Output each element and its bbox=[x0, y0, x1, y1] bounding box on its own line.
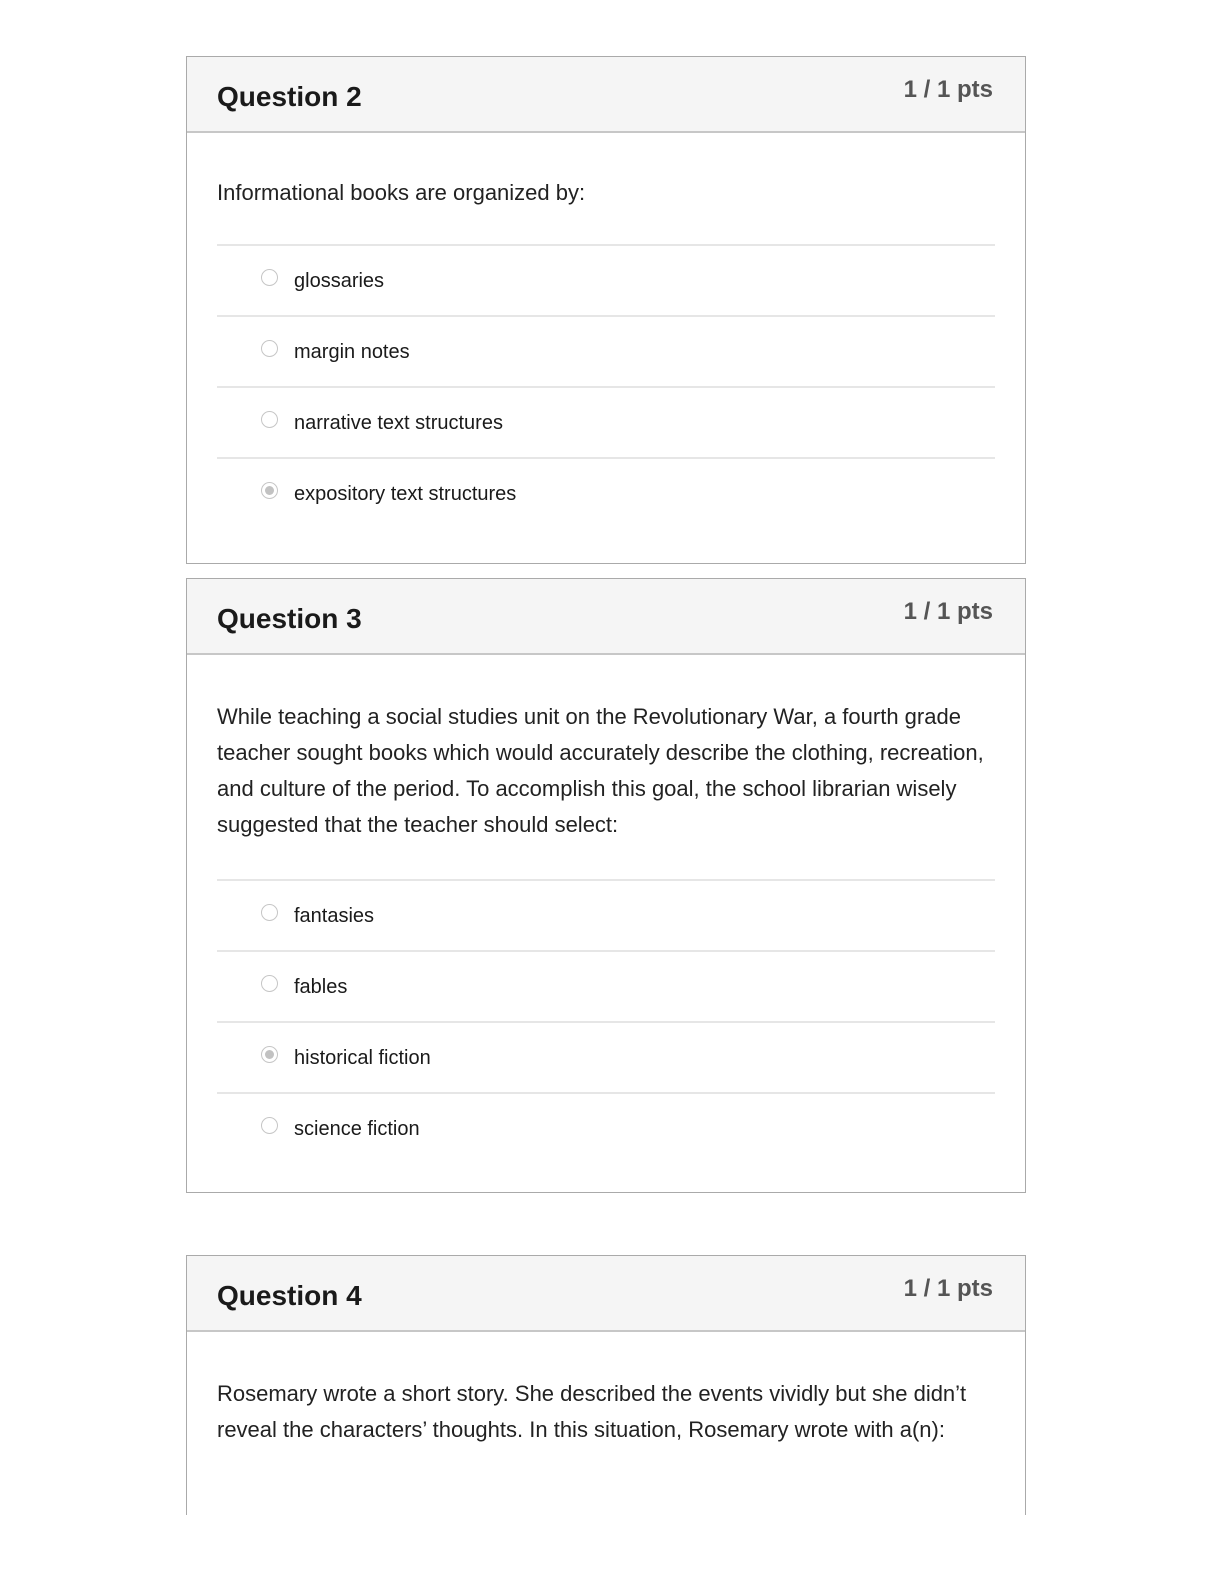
question-points: 1 / 1 pts bbox=[903, 598, 993, 625]
question-header bbox=[187, 579, 1025, 655]
radio-button[interactable] bbox=[261, 269, 278, 286]
answer-option-selected[interactable] bbox=[217, 457, 995, 528]
question-points: 1 / 1 pts bbox=[903, 1275, 993, 1302]
radio-button[interactable] bbox=[261, 340, 278, 357]
answer-label[interactable]: expository text structures bbox=[294, 483, 517, 505]
question-card-4 bbox=[186, 1255, 1026, 1515]
answer-label[interactable]: science fiction bbox=[294, 1118, 420, 1140]
answer-label[interactable]: glossaries bbox=[294, 270, 385, 292]
question-title: Question 3 bbox=[217, 603, 362, 634]
question-header bbox=[187, 1256, 1025, 1332]
radio-button[interactable] bbox=[261, 904, 278, 921]
answer-option-selected[interactable] bbox=[217, 1021, 995, 1092]
question-body bbox=[187, 655, 1025, 1163]
answer-label[interactable]: narrative text structures bbox=[294, 412, 503, 434]
question-body bbox=[187, 133, 1025, 528]
radio-button[interactable] bbox=[261, 411, 278, 428]
answer-list bbox=[217, 879, 995, 1163]
question-body bbox=[187, 1332, 1025, 1448]
radio-button-selected[interactable] bbox=[261, 1046, 278, 1063]
radio-button[interactable] bbox=[261, 975, 278, 992]
radio-button-selected[interactable] bbox=[261, 482, 278, 499]
question-title: Question 4 bbox=[217, 1280, 362, 1311]
question-header bbox=[187, 57, 1025, 133]
question-text: Rosemary wrote a short story. She described the events vividly but she didn’t reveal the characters’ thoughts. In this situation, Rosemary wrote with a(n): bbox=[217, 1381, 967, 1442]
question-text: While teaching a social studies unit on the Revolutionary War, a fourth grade teacher sought books which would accurately describe the clothing, recreation, and culture of the period. To accomplish this goal, the school librarian wisely suggested that the teacher should select: bbox=[217, 704, 984, 837]
question-points: 1 / 1 pts bbox=[903, 76, 993, 103]
answer-option[interactable] bbox=[217, 950, 995, 1021]
question-title: Question 2 bbox=[217, 81, 362, 112]
answer-option[interactable] bbox=[217, 315, 995, 386]
answer-option[interactable] bbox=[217, 1092, 995, 1163]
answer-label[interactable]: historical fiction bbox=[294, 1047, 431, 1069]
answer-label[interactable]: fantasies bbox=[294, 905, 375, 927]
question-card-3 bbox=[186, 578, 1026, 1193]
radio-button[interactable] bbox=[261, 1117, 278, 1134]
answer-option[interactable] bbox=[217, 879, 995, 950]
answer-option[interactable] bbox=[217, 386, 995, 457]
answer-list bbox=[217, 244, 995, 528]
answer-option[interactable] bbox=[217, 244, 995, 315]
answer-label[interactable]: fables bbox=[294, 976, 348, 998]
question-card-2 bbox=[186, 56, 1026, 564]
answer-label[interactable]: margin notes bbox=[294, 341, 410, 363]
question-text: Informational books are organized by: bbox=[217, 180, 586, 205]
